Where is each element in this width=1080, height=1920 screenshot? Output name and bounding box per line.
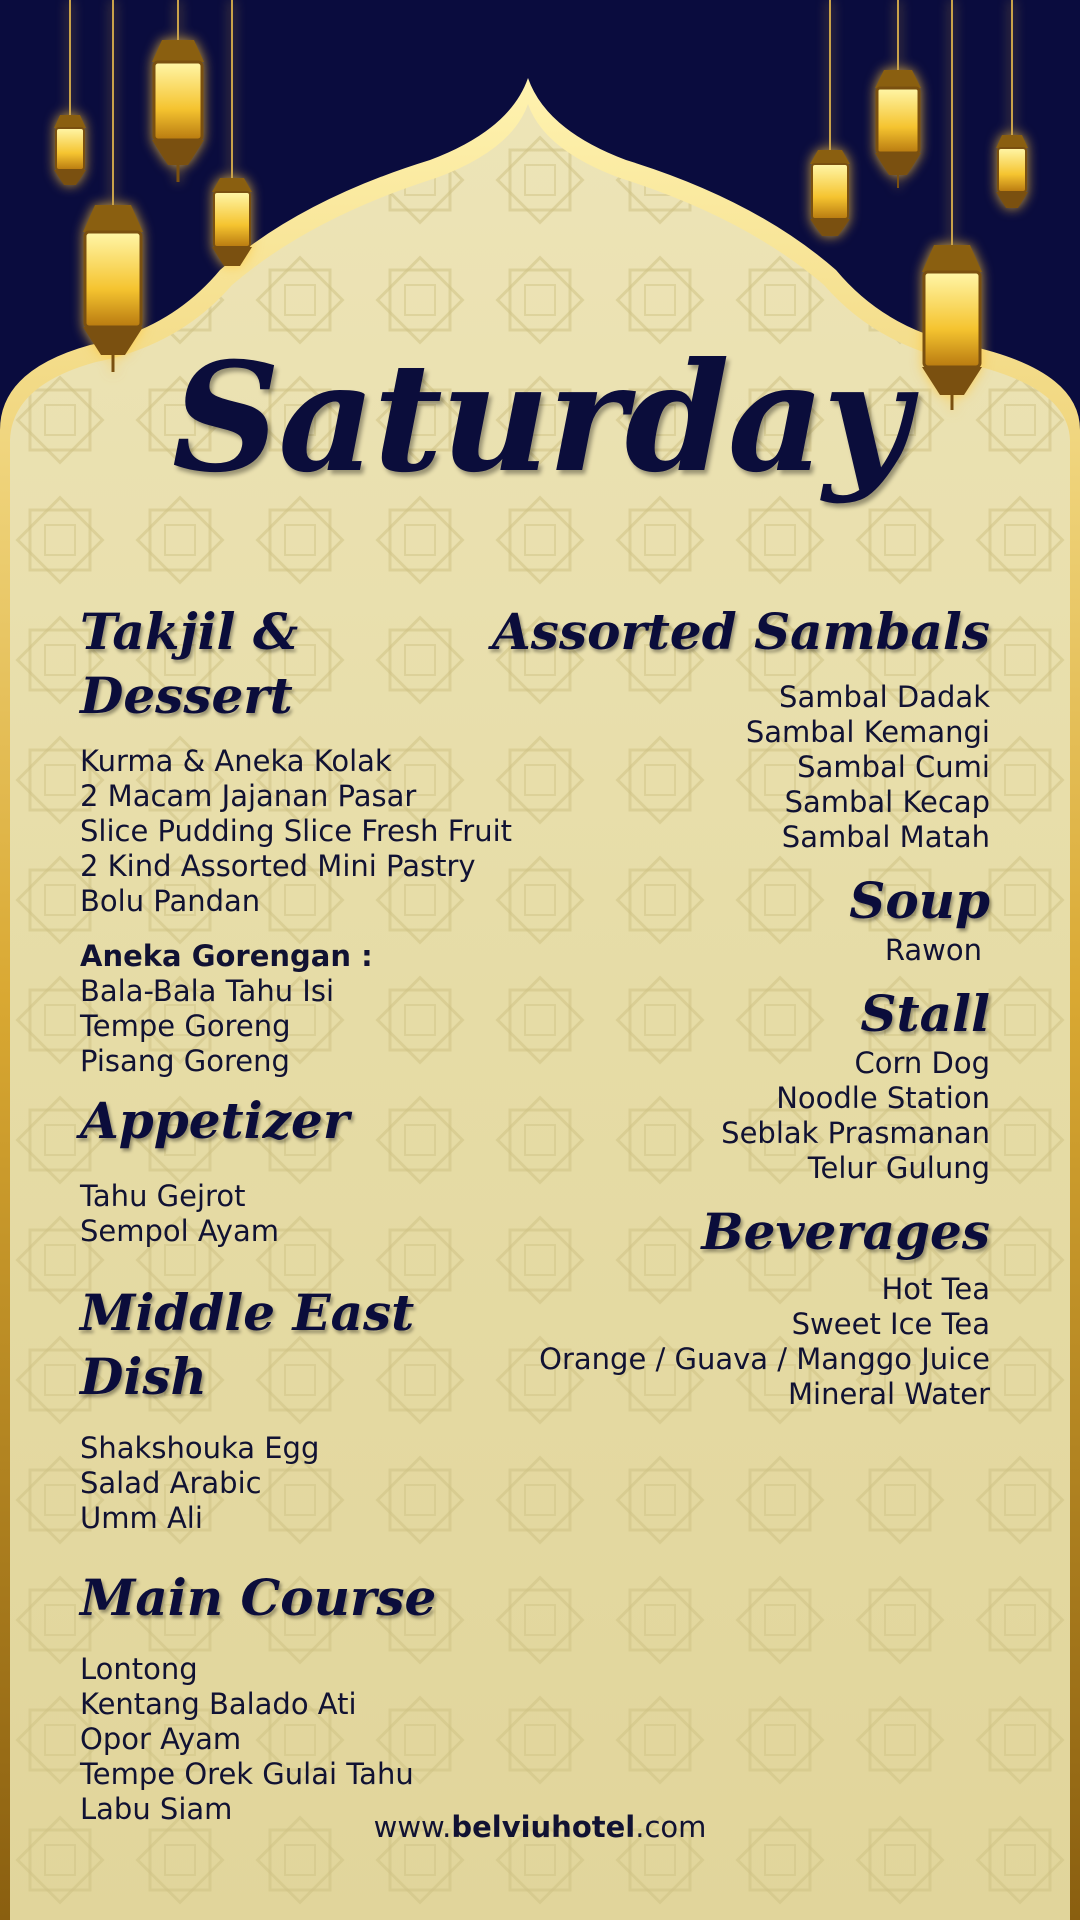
list-item: Bolu Pandan: [80, 884, 261, 918]
list-item: Pisang Goreng: [80, 1044, 290, 1078]
list-item: Labu Siam: [80, 1792, 233, 1826]
section-stall: [430, 982, 990, 1186]
list-item: Sambal Dadak: [779, 680, 990, 714]
list-item: Seblak Prasmanan: [721, 1116, 990, 1150]
item-list: [80, 1652, 520, 1827]
section-main-course: [80, 1566, 520, 1827]
list-item: Noodle Station: [776, 1081, 990, 1115]
section-heading: Main Course: [80, 1568, 437, 1627]
list-item: Sambal Kecap: [784, 785, 990, 819]
sub-heading: Aneka Gorengan :: [80, 939, 373, 973]
list-item: Umm Ali: [80, 1501, 203, 1535]
list-item: Sambal Cumi: [797, 750, 990, 784]
list-item: Telur Gulung: [807, 1151, 990, 1185]
item-list: [430, 1046, 990, 1186]
list-item: Sweet Ice Tea: [791, 1307, 990, 1341]
list-item: Rawon: [884, 933, 982, 967]
list-item: Sempol Ayam: [80, 1214, 279, 1248]
item-list: [430, 680, 990, 855]
footer-domain: belviuhotel: [451, 1810, 636, 1844]
section-heading: Assorted Sambals: [492, 602, 990, 661]
section-beverages: [430, 1200, 990, 1412]
list-item: Bala-Bala Tahu Isi: [80, 974, 335, 1008]
list-item: Tempe Orek Gulai Tahu: [80, 1757, 414, 1791]
list-item: Hot Tea: [881, 1272, 990, 1306]
list-item: Kentang Balado Ati: [80, 1687, 357, 1721]
list-item: Slice Pudding Slice Fresh Fruit: [80, 814, 512, 848]
item-list: [80, 1431, 520, 1536]
page-title: Saturday: [171, 330, 909, 506]
list-item: Lontong: [80, 1652, 198, 1686]
list-item: Mineral Water: [788, 1377, 990, 1411]
footer-prefix: www.: [373, 1810, 452, 1844]
section-heading: Soup: [849, 871, 990, 930]
website-link[interactable]: [0, 1810, 1080, 1844]
list-item: 2 Kind Assorted Mini Pastry: [80, 849, 476, 883]
item-list: [430, 1272, 990, 1412]
item-list: [430, 933, 990, 968]
list-item: Sambal Matah: [781, 820, 990, 854]
list-item: 2 Macam Jajanan Pasar: [80, 779, 417, 813]
footer-suffix: .com: [635, 1810, 707, 1844]
list-item: Corn Dog: [854, 1046, 990, 1080]
section-heading: Appetizer: [80, 1091, 350, 1150]
list-item: Sambal Kemangi: [745, 715, 990, 749]
section-heading: Beverages: [701, 1202, 990, 1261]
section-heading: Stall: [860, 984, 990, 1043]
section-heading: Middle East Dish: [80, 1283, 415, 1406]
list-item: Tahu Gejrot: [80, 1179, 246, 1213]
list-item: Tempe Goreng: [80, 1009, 291, 1043]
list-item: Shakshouka Egg: [80, 1431, 320, 1465]
section-assorted-sambals: [430, 600, 990, 855]
list-item: Opor Ayam: [80, 1722, 242, 1756]
section-heading: Takjil & Dessert: [80, 602, 299, 725]
right-column: [430, 600, 990, 1412]
list-item: Kurma & Aneka Kolak: [80, 744, 392, 778]
list-item: Salad Arabic: [80, 1466, 262, 1500]
section-soup: [430, 869, 990, 968]
list-item: Orange / Guava / Manggo Juice: [539, 1342, 990, 1376]
